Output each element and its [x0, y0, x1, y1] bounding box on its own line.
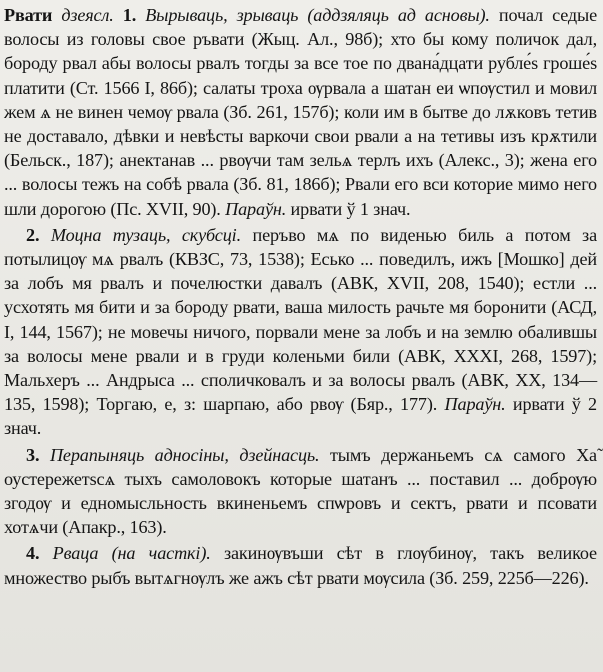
sense-4-gloss: Рваца (на часткі). — [52, 543, 211, 564]
sense-4-citations: закинѹвъши сѣт в глѹбинѹ, такъ великое множество рыбъ вытѧгнѹлъ же ажъ сѣт рвати мѹсила (Зб. 259, 225б—226). — [4, 543, 597, 588]
sense-1-paragraph — [4, 3, 597, 221]
sense-3-gloss: Перапыняць адносіны, дзейнасць. — [49, 444, 320, 465]
sense-2-ref-label: Параўн. — [444, 394, 506, 415]
sense-1-ref-label: Параўн. — [225, 198, 287, 219]
sense-2-ref-text: ирвати ў 2 знач. — [4, 394, 597, 439]
sense-4-paragraph — [4, 541, 597, 589]
sense-3-number: 3. — [26, 444, 40, 465]
sense-1-gloss: Вырываць, зрываць (аддзяляць ад асновы). — [145, 5, 490, 25]
part-of-speech: дзеясл. — [61, 5, 114, 25]
sense-2-number: 2. — [26, 224, 40, 245]
sense-1-ref-text: ирвати ў 1 знач. — [290, 198, 411, 219]
sense-1-number: 1. — [122, 5, 137, 25]
sense-3-citations: тымъ держаньемъ сѧ самого Ха̃ оустережетѕсѧ тыхъ самоловокъ которые шатанъ ... поставил ... добрѹю згодѹ и едномысльность вкиненьемъ спѡровъ и сектъ, рвати и псовати хотѧчи (Апакр., 163). — [4, 444, 597, 538]
headword: Рвати — [4, 5, 53, 25]
sense-2-gloss: Моцна тузаць, скубсці. — [50, 224, 241, 245]
sense-2-citations: перъво мѧ по виденью биль а потом за потылицѹ мѧ рвалъ (КВЗС, 73, 1538); Есько ... поведилъ, ижъ [Мошко] дей за лобъ мя рвалъ и почелюстки давалъ (АВК, XVII, 208, 1540); естли ... усхотять мя бити и за бороду рвати, ваша милость рачьте мя боронити (АСД, І, 144, 1567); не мовечы ничого, порвали мене за лобъ и на землю обалившы за волосы мене рвали и в груди коленьми били (АВК, XXXI, 268, 1597); Мальхеръ ... Андрыса ... споличковалъ и за волосы рвалъ (АВК, XX, 134—135, 1598); Торгаю, е, з: шарпаю, або рвѹ (Бяр., 177). — [4, 224, 598, 415]
sense-2-paragraph — [4, 223, 597, 441]
sense-3-paragraph — [4, 443, 597, 540]
sense-4-number: 4. — [26, 543, 40, 564]
sense-1-citations: почал седые волосы из головы свое ръвати (Жыц. Ал., 98б); хто бы кому поличок дал, бороду рвал абы волосы рвалъ тогды за все тое по двана́дцати рубле́ѕ гроше́ѕ платити (Ст. 1566 І, 86б); салаты троха ѹрвала а шатан еи ѡпѹстил и мовил жем ѧ не винен чемѹ рвала (Зб. 261, 157б); коли им в бытве до лѫковъ тетив не доставало, дѣвки и невѣсты варкочи свои рвали а на тетивы изъ крѫтили (Бельск., 187); анектанав ... рвѹчи там зельѧ терлъ ихъ (Алекс., 3); жена его ... волосы тежъ на собѣ рвала (Зб. 81, 186б); Рвали его вси которие мимо него шли дорогою (Пс. XVII, 90). — [4, 5, 598, 219]
